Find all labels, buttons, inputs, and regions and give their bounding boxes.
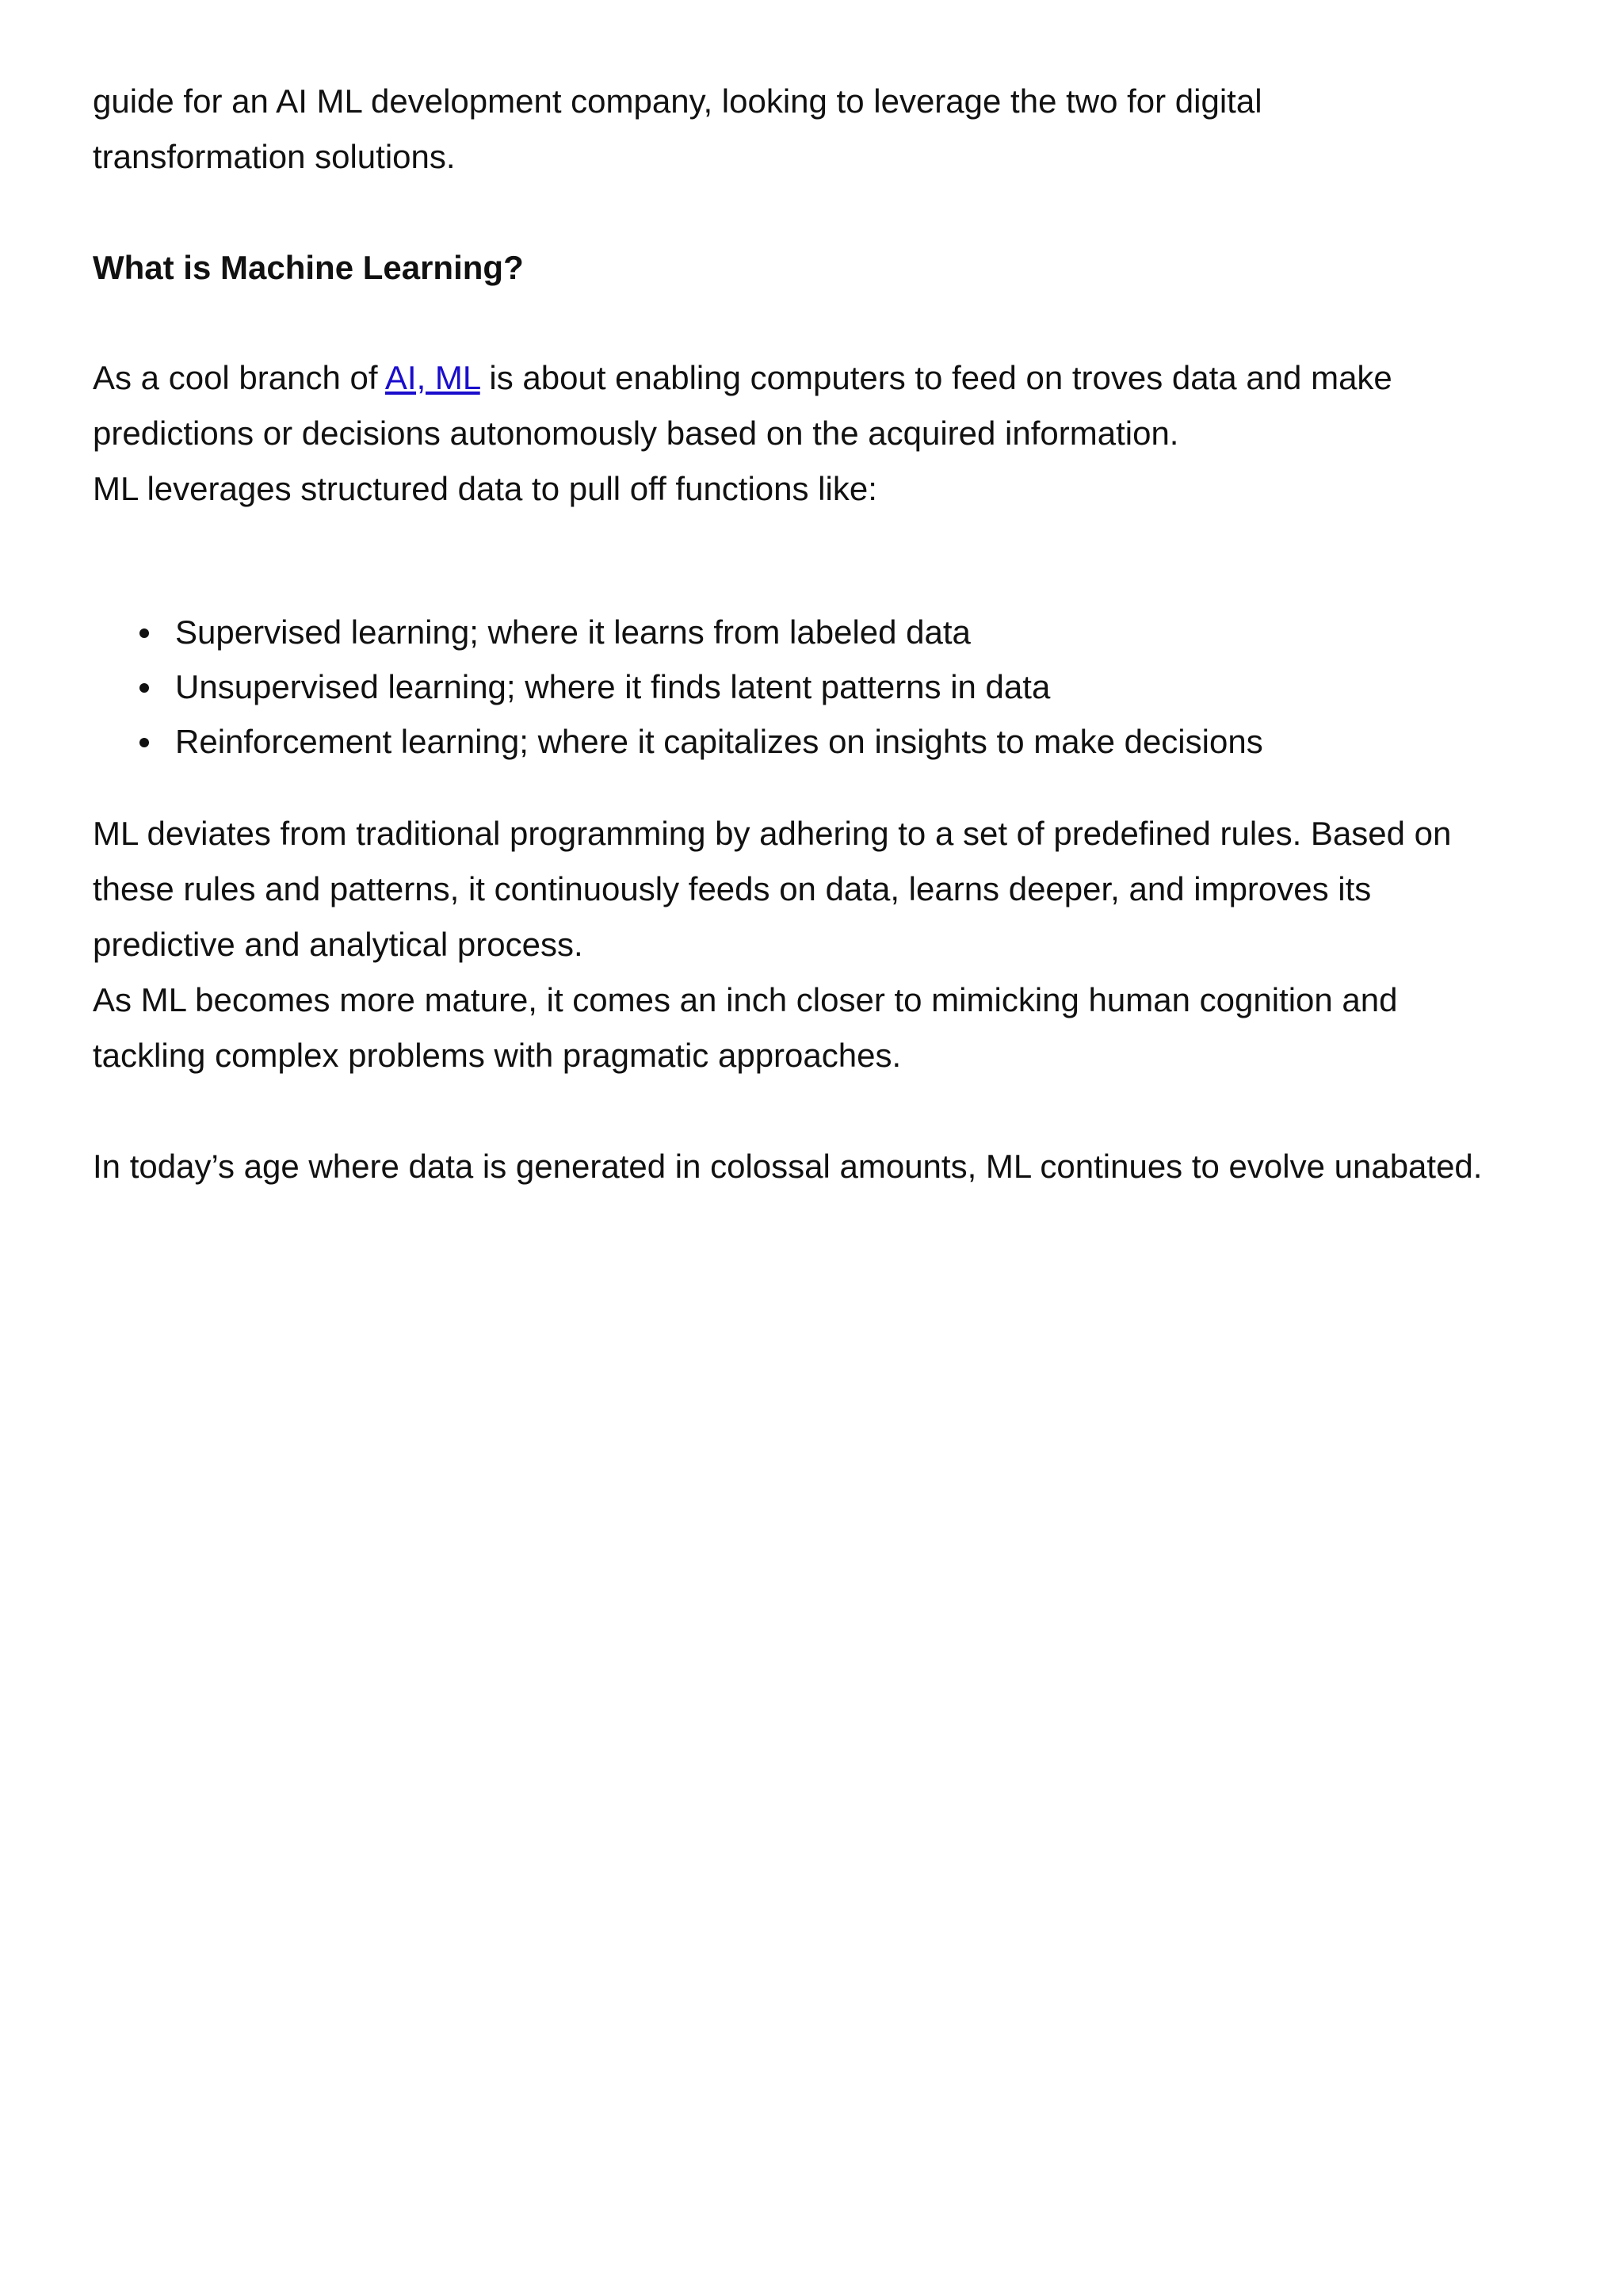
paragraph-line [93,350,1392,406]
comparison-paragraph [93,806,1451,1083]
paragraph-line: predictive and analytical process. [93,926,583,963]
list-item-text: Supervised learning; where it learns from labeled data [175,613,971,651]
section-heading: What is Machine Learning? [93,249,524,286]
list-item-text: Unsupervised learning; where it finds latent patterns in data [175,668,1051,705]
closing-paragraph [93,1139,1482,1194]
paragraph-text: As a cool branch of [93,359,385,396]
intro-line: guide for an AI ML development company, looking to leverage the two for digital [93,82,1262,120]
paragraph-text: is about enabling computers to feed on troves data and make [479,359,1392,396]
bullet-icon [139,628,149,638]
paragraph-line: In today’s age where data is generated in colossal amounts, ML continues to evolve unabated. [93,1148,1483,1185]
list-item [93,605,1263,659]
definition-paragraph [93,350,1392,517]
list-item [93,659,1263,714]
learning-types-list [93,605,1263,769]
list-item [93,714,1263,769]
paragraph-line: predictions or decisions autonomously based on the acquired information. [93,415,1179,452]
intro-paragraph [93,74,1262,185]
intro-line: transformation solutions. [93,138,456,175]
paragraph-line: ML leverages structured data to pull off functions like: [93,470,877,507]
bullet-icon [139,683,149,693]
bullet-icon [139,738,149,747]
paragraph-line: these rules and patterns, it continuously feeds on data, learns deeper, and improves its [93,870,1372,907]
ai-ml-link[interactable]: AI, ML [384,359,480,396]
paragraph-line: tackling complex problems with pragmatic approaches. [93,1037,902,1074]
list-item-text: Reinforcement learning; where it capitalizes on insights to make decisions [175,723,1263,760]
paragraph-line: ML deviates from traditional programming by adhering to a set of predefined rules. Based on [93,815,1452,852]
paragraph-line: As ML becomes more mature, it comes an inch closer to mimicking human cognition and [93,981,1398,1018]
